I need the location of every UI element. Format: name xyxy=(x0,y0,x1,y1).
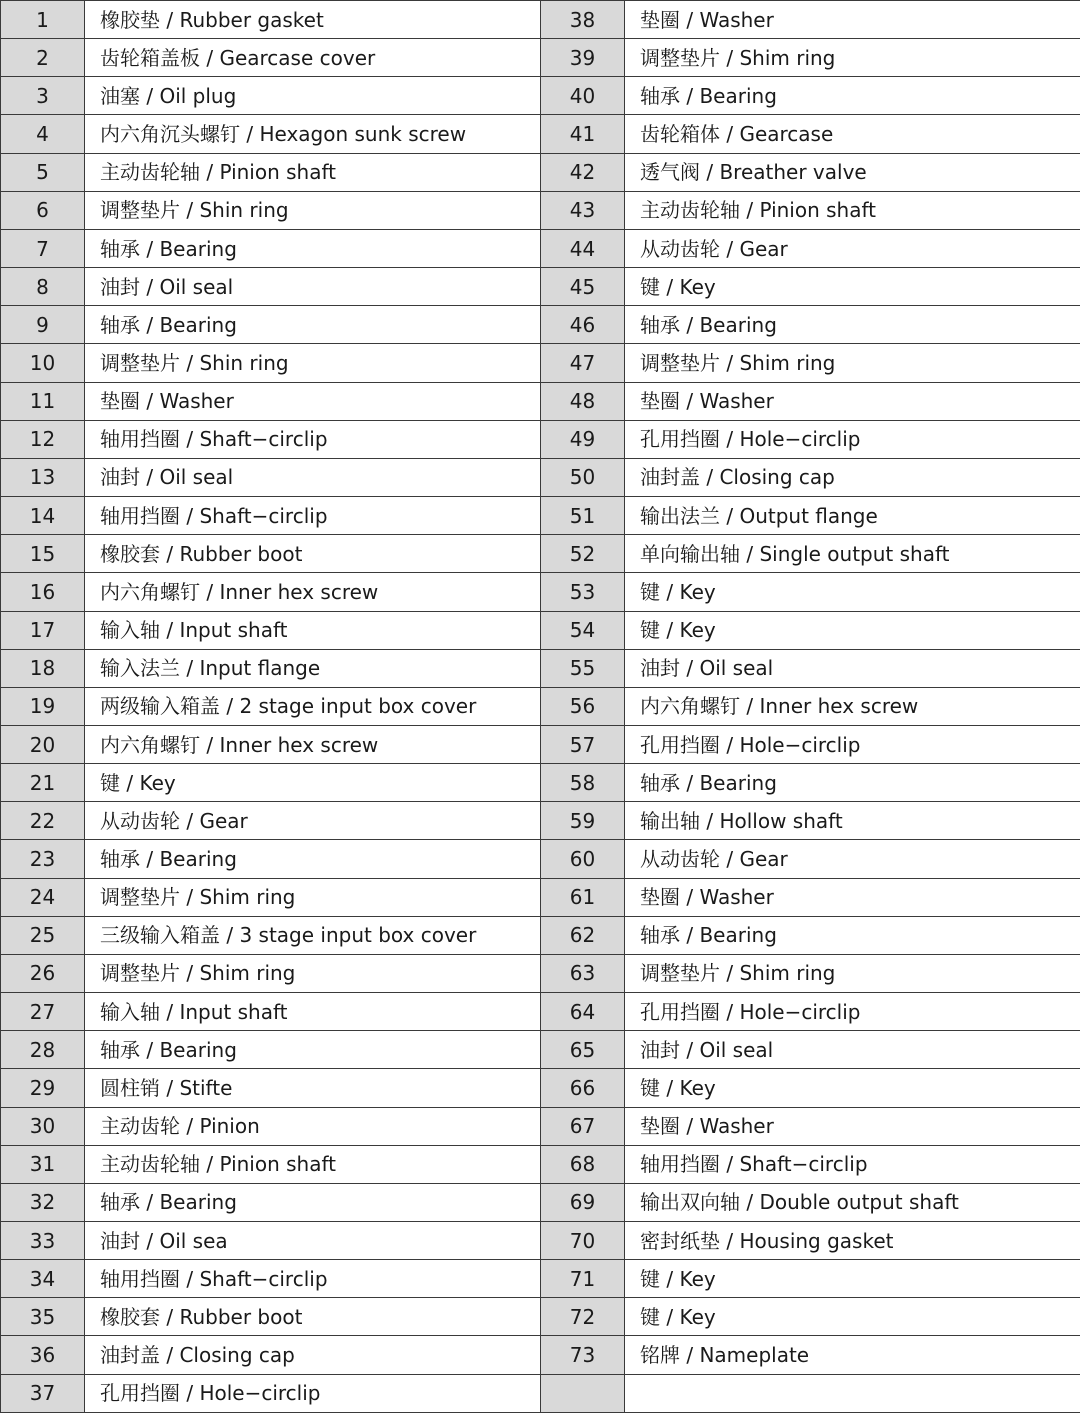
part-name-right: 键 / Key xyxy=(625,573,1080,611)
part-name-left: 主动齿轮 / Pinion xyxy=(85,1107,541,1145)
part-name-right: 内六角螺钉 / Inner hex screw xyxy=(625,687,1080,725)
part-number-right: 72 xyxy=(541,1298,625,1336)
part-name-left: 调整垫片 / Shin ring xyxy=(85,191,541,229)
part-name-right: 键 / Key xyxy=(625,611,1080,649)
part-number-left: 24 xyxy=(1,878,85,916)
part-number-left: 10 xyxy=(1,344,85,382)
part-number-left: 6 xyxy=(1,191,85,229)
part-name-left: 三级输入箱盖 / 3 stage input box cover xyxy=(85,916,541,954)
part-number-right: 56 xyxy=(541,687,625,725)
table-row xyxy=(1,764,1080,802)
table-row xyxy=(1,649,1080,687)
table-row xyxy=(1,1183,1080,1221)
table-row xyxy=(1,1336,1080,1374)
part-number-right: 68 xyxy=(541,1145,625,1183)
part-name-left: 内六角螺钉 / Inner hex screw xyxy=(85,573,541,611)
part-number-left: 18 xyxy=(1,649,85,687)
part-number-right: 49 xyxy=(541,420,625,458)
part-name-left: 齿轮箱盖板 / Gearcase cover xyxy=(85,39,541,77)
table-row xyxy=(1,1,1080,39)
part-name-left: 主动齿轮轴 / Pinion shaft xyxy=(85,153,541,191)
part-number-left: 19 xyxy=(1,687,85,725)
part-number-right: 41 xyxy=(541,115,625,153)
part-name-right: 输出法兰 / Output flange xyxy=(625,497,1080,535)
table-row xyxy=(1,993,1080,1031)
part-name-left: 轴承 / Bearing xyxy=(85,229,541,267)
part-number-right: 44 xyxy=(541,229,625,267)
table-row xyxy=(1,1069,1080,1107)
part-number-left: 4 xyxy=(1,115,85,153)
part-name-right: 键 / Key xyxy=(625,1260,1080,1298)
part-name-right: 油封 / Oil seal xyxy=(625,1031,1080,1069)
table-row xyxy=(1,1145,1080,1183)
part-name-left: 内六角沉头螺钉 / Hexagon sunk screw xyxy=(85,115,541,153)
table-row xyxy=(1,497,1080,535)
part-number-right: 62 xyxy=(541,916,625,954)
part-name-right: 调整垫片 / Shim ring xyxy=(625,954,1080,992)
part-number-left: 20 xyxy=(1,725,85,763)
part-number-left: 2 xyxy=(1,39,85,77)
part-name-left: 圆柱销 / Stifte xyxy=(85,1069,541,1107)
part-name-right: 垫圈 / Washer xyxy=(625,1107,1080,1145)
part-number-left: 37 xyxy=(1,1374,85,1412)
part-number-right: 57 xyxy=(541,725,625,763)
part-number-left: 29 xyxy=(1,1069,85,1107)
part-name-right: 垫圈 / Washer xyxy=(625,878,1080,916)
part-name-right: 主动齿轮轴 / Pinion shaft xyxy=(625,191,1080,229)
part-name-right: 孔用挡圈 / Hole−circlip xyxy=(625,725,1080,763)
part-number-right: 50 xyxy=(541,458,625,496)
table-row xyxy=(1,1031,1080,1069)
part-number-left: 13 xyxy=(1,458,85,496)
table-row xyxy=(1,1298,1080,1336)
part-number-left: 32 xyxy=(1,1183,85,1221)
table-row xyxy=(1,268,1080,306)
part-number-left: 23 xyxy=(1,840,85,878)
part-number-left: 16 xyxy=(1,573,85,611)
part-number-left: 33 xyxy=(1,1222,85,1260)
part-name-left: 内六角螺钉 / Inner hex screw xyxy=(85,725,541,763)
part-name-left: 油封 / Oil seal xyxy=(85,458,541,496)
part-number-left: 21 xyxy=(1,764,85,802)
part-name-left: 橡胶套 / Rubber boot xyxy=(85,535,541,573)
part-name-left: 轴用挡圈 / Shaft−circlip xyxy=(85,1260,541,1298)
part-number-right: 64 xyxy=(541,993,625,1031)
part-name-right: 键 / Key xyxy=(625,1069,1080,1107)
part-name-right: 输出轴 / Hollow shaft xyxy=(625,802,1080,840)
part-number-left: 9 xyxy=(1,306,85,344)
part-number-right: 43 xyxy=(541,191,625,229)
part-name-right: 轴承 / Bearing xyxy=(625,916,1080,954)
table-row xyxy=(1,191,1080,229)
part-name-left: 轴用挡圈 / Shaft−circlip xyxy=(85,420,541,458)
part-number-right: 39 xyxy=(541,39,625,77)
table-row xyxy=(1,229,1080,267)
part-number-right: 71 xyxy=(541,1260,625,1298)
part-name-left: 橡胶垫 / Rubber gasket xyxy=(85,1,541,39)
part-number-right: 47 xyxy=(541,344,625,382)
part-name-right: 孔用挡圈 / Hole−circlip xyxy=(625,993,1080,1031)
part-number-left: 3 xyxy=(1,77,85,115)
part-number-left: 35 xyxy=(1,1298,85,1336)
part-name-right: 油封盖 / Closing cap xyxy=(625,458,1080,496)
part-number-left: 14 xyxy=(1,497,85,535)
part-name-left: 油封 / Oil sea xyxy=(85,1222,541,1260)
parts-list-body xyxy=(1,1,1080,1413)
part-number-left: 17 xyxy=(1,611,85,649)
part-name-left: 调整垫片 / Shin ring xyxy=(85,344,541,382)
part-name-left: 油封 / Oil seal xyxy=(85,268,541,306)
part-number-right: 38 xyxy=(541,1,625,39)
table-row xyxy=(1,153,1080,191)
part-number-left: 1 xyxy=(1,1,85,39)
part-number-left: 25 xyxy=(1,916,85,954)
part-name-left: 轴承 / Bearing xyxy=(85,840,541,878)
table-row xyxy=(1,115,1080,153)
part-name-right: 铭牌 / Nameplate xyxy=(625,1336,1080,1374)
part-name-left: 调整垫片 / Shim ring xyxy=(85,878,541,916)
part-name-right: 键 / Key xyxy=(625,268,1080,306)
part-name-right: 轴承 / Bearing xyxy=(625,77,1080,115)
table-row xyxy=(1,306,1080,344)
part-number-left: 34 xyxy=(1,1260,85,1298)
part-name-right: 从动齿轮 / Gear xyxy=(625,840,1080,878)
part-number-right: 48 xyxy=(541,382,625,420)
part-number-right: 60 xyxy=(541,840,625,878)
part-number-right: 53 xyxy=(541,573,625,611)
part-number-left: 8 xyxy=(1,268,85,306)
part-name-right: 孔用挡圈 / Hole−circlip xyxy=(625,420,1080,458)
part-number-right: 40 xyxy=(541,77,625,115)
part-name-right: 轴承 / Bearing xyxy=(625,764,1080,802)
part-number-left: 26 xyxy=(1,954,85,992)
table-row xyxy=(1,382,1080,420)
part-name-right: 输出双向轴 / Double output shaft xyxy=(625,1183,1080,1221)
table-row xyxy=(1,1260,1080,1298)
part-name-left: 轴承 / Bearing xyxy=(85,306,541,344)
part-name-right: 调整垫片 / Shim ring xyxy=(625,39,1080,77)
table-row xyxy=(1,77,1080,115)
part-name-left: 油塞 / Oil plug xyxy=(85,77,541,115)
part-number-left: 30 xyxy=(1,1107,85,1145)
part-number-right: 73 xyxy=(541,1336,625,1374)
part-number-right: 59 xyxy=(541,802,625,840)
part-name-left: 输入法兰 / Input flange xyxy=(85,649,541,687)
part-number-left: 31 xyxy=(1,1145,85,1183)
part-number-right xyxy=(541,1374,625,1412)
part-name-left: 主动齿轮轴 / Pinion shaft xyxy=(85,1145,541,1183)
part-name-left: 调整垫片 / Shim ring xyxy=(85,954,541,992)
table-row xyxy=(1,344,1080,382)
part-number-left: 22 xyxy=(1,802,85,840)
part-number-right: 70 xyxy=(541,1222,625,1260)
part-name-right: 从动齿轮 / Gear xyxy=(625,229,1080,267)
table-row xyxy=(1,535,1080,573)
part-name-left: 橡胶套 / Rubber boot xyxy=(85,1298,541,1336)
part-number-right: 66 xyxy=(541,1069,625,1107)
part-number-right: 45 xyxy=(541,268,625,306)
part-number-right: 46 xyxy=(541,306,625,344)
part-number-right: 67 xyxy=(541,1107,625,1145)
part-number-right: 61 xyxy=(541,878,625,916)
part-name-right: 垫圈 / Washer xyxy=(625,1,1080,39)
part-name-right: 齿轮箱体 / Gearcase xyxy=(625,115,1080,153)
part-name-right: 透气阀 / Breather valve xyxy=(625,153,1080,191)
part-name-right: 油封 / Oil seal xyxy=(625,649,1080,687)
part-name-right: 密封纸垫 / Housing gasket xyxy=(625,1222,1080,1260)
part-number-left: 5 xyxy=(1,153,85,191)
part-name-left: 垫圈 / Washer xyxy=(85,382,541,420)
table-row xyxy=(1,687,1080,725)
part-number-left: 7 xyxy=(1,229,85,267)
part-name-right: 键 / Key xyxy=(625,1298,1080,1336)
part-number-right: 65 xyxy=(541,1031,625,1069)
table-row xyxy=(1,1222,1080,1260)
part-number-right: 69 xyxy=(541,1183,625,1221)
part-name-right xyxy=(625,1374,1080,1412)
part-number-left: 15 xyxy=(1,535,85,573)
part-name-left: 两级输入箱盖 / 2 stage input box cover xyxy=(85,687,541,725)
part-name-right: 轴承 / Bearing xyxy=(625,306,1080,344)
table-row xyxy=(1,458,1080,496)
part-number-right: 55 xyxy=(541,649,625,687)
table-row xyxy=(1,1107,1080,1145)
part-name-right: 垫圈 / Washer xyxy=(625,382,1080,420)
table-row xyxy=(1,878,1080,916)
part-number-right: 58 xyxy=(541,764,625,802)
part-number-right: 63 xyxy=(541,954,625,992)
part-name-right: 调整垫片 / Shim ring xyxy=(625,344,1080,382)
part-name-left: 油封盖 / Closing cap xyxy=(85,1336,541,1374)
part-name-left: 轴承 / Bearing xyxy=(85,1031,541,1069)
part-name-left: 输入轴 / Input shaft xyxy=(85,611,541,649)
part-name-left: 轴用挡圈 / Shaft−circlip xyxy=(85,497,541,535)
table-row xyxy=(1,611,1080,649)
part-name-left: 从动齿轮 / Gear xyxy=(85,802,541,840)
table-row xyxy=(1,1374,1080,1412)
table-row xyxy=(1,573,1080,611)
part-number-left: 12 xyxy=(1,420,85,458)
part-name-left: 孔用挡圈 / Hole−circlip xyxy=(85,1374,541,1412)
part-number-right: 51 xyxy=(541,497,625,535)
part-number-left: 36 xyxy=(1,1336,85,1374)
part-number-right: 52 xyxy=(541,535,625,573)
table-row xyxy=(1,420,1080,458)
part-name-left: 输入轴 / Input shaft xyxy=(85,993,541,1031)
table-row xyxy=(1,954,1080,992)
part-name-right: 单向输出轴 / Single output shaft xyxy=(625,535,1080,573)
part-name-left: 键 / Key xyxy=(85,764,541,802)
table-row xyxy=(1,39,1080,77)
part-number-right: 54 xyxy=(541,611,625,649)
table-row xyxy=(1,916,1080,954)
part-number-left: 11 xyxy=(1,382,85,420)
part-number-right: 42 xyxy=(541,153,625,191)
table-row xyxy=(1,725,1080,763)
part-number-left: 28 xyxy=(1,1031,85,1069)
table-row xyxy=(1,802,1080,840)
table-row xyxy=(1,840,1080,878)
part-name-left: 轴承 / Bearing xyxy=(85,1183,541,1221)
part-number-left: 27 xyxy=(1,993,85,1031)
part-name-right: 轴用挡圈 / Shaft−circlip xyxy=(625,1145,1080,1183)
